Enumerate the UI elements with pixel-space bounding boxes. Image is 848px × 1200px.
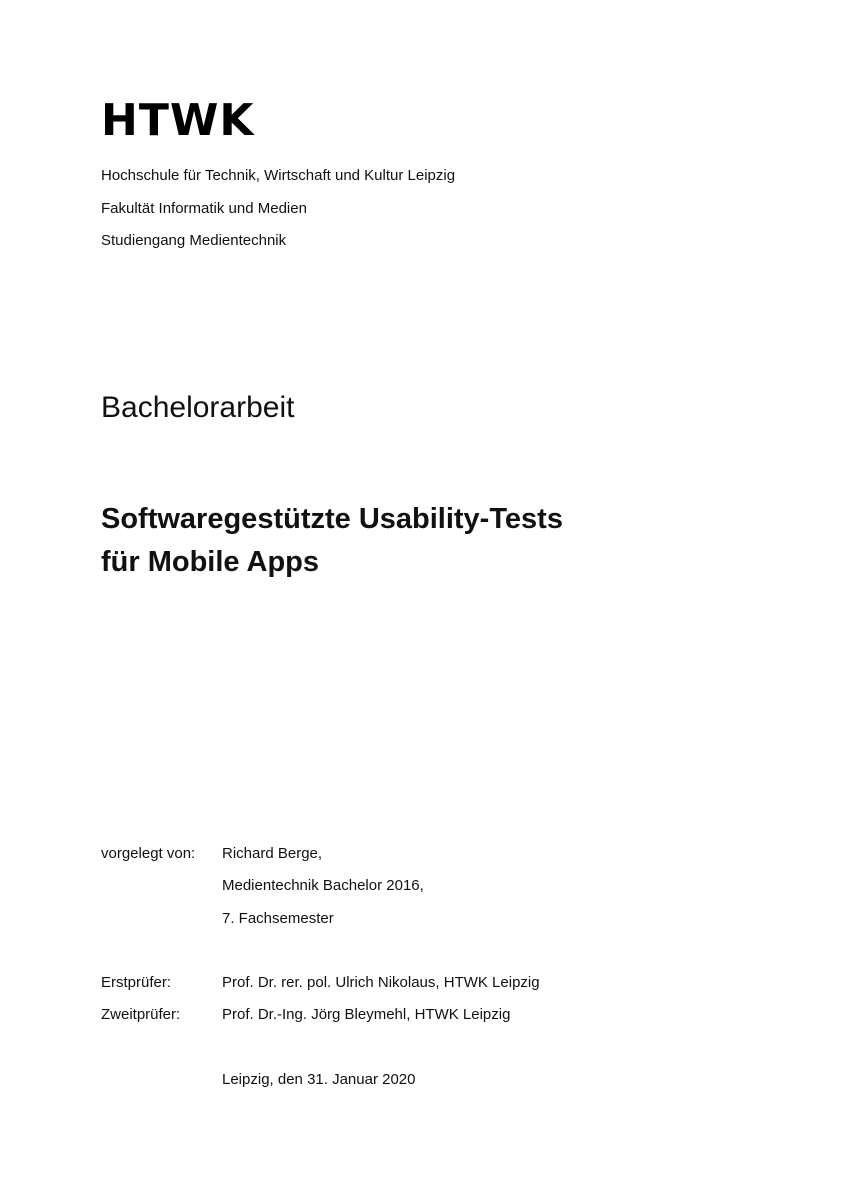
htwk-logo (101, 95, 255, 146)
thesis-title (101, 498, 563, 584)
logo-wordmark: HTWK (101, 95, 255, 146)
first-examiner-label: Erstprüfer: (101, 974, 172, 992)
study-program: Studiengang Medientechnik (101, 232, 287, 249)
author-name: Richard Berge, (222, 845, 323, 862)
thesis-title-line-1: Softwaregestützte Usability-Tests (101, 503, 563, 535)
second-examiner-name: Prof. Dr.-Ing. Jörg Bleymehl, HTWK Leipzig (222, 1006, 511, 1024)
place-date: Leipzig, den 31. Januar 2020 (222, 1071, 416, 1089)
thesis-title-line-2: für Mobile Apps (101, 546, 320, 578)
author-program: Medientechnik Bachelor 2016, (222, 877, 424, 895)
document-type: Bachelorarbeit (101, 391, 295, 424)
faculty-name: Fakultät Informatik und Medien (101, 199, 307, 217)
author-semester: 7. Fachsemester (222, 909, 334, 927)
second-examiner-label: Zweitprüfer: (101, 1006, 181, 1024)
submitted-by-label: vorgelegt von: (101, 845, 196, 862)
first-examiner-name: Prof. Dr. rer. pol. Ulrich Nikolaus, HTWK Leipzig (222, 974, 540, 992)
university-name: Hochschule für Technik, Wirtschaft und Kultur Leipzig (101, 167, 456, 184)
institution-block (101, 160, 455, 258)
